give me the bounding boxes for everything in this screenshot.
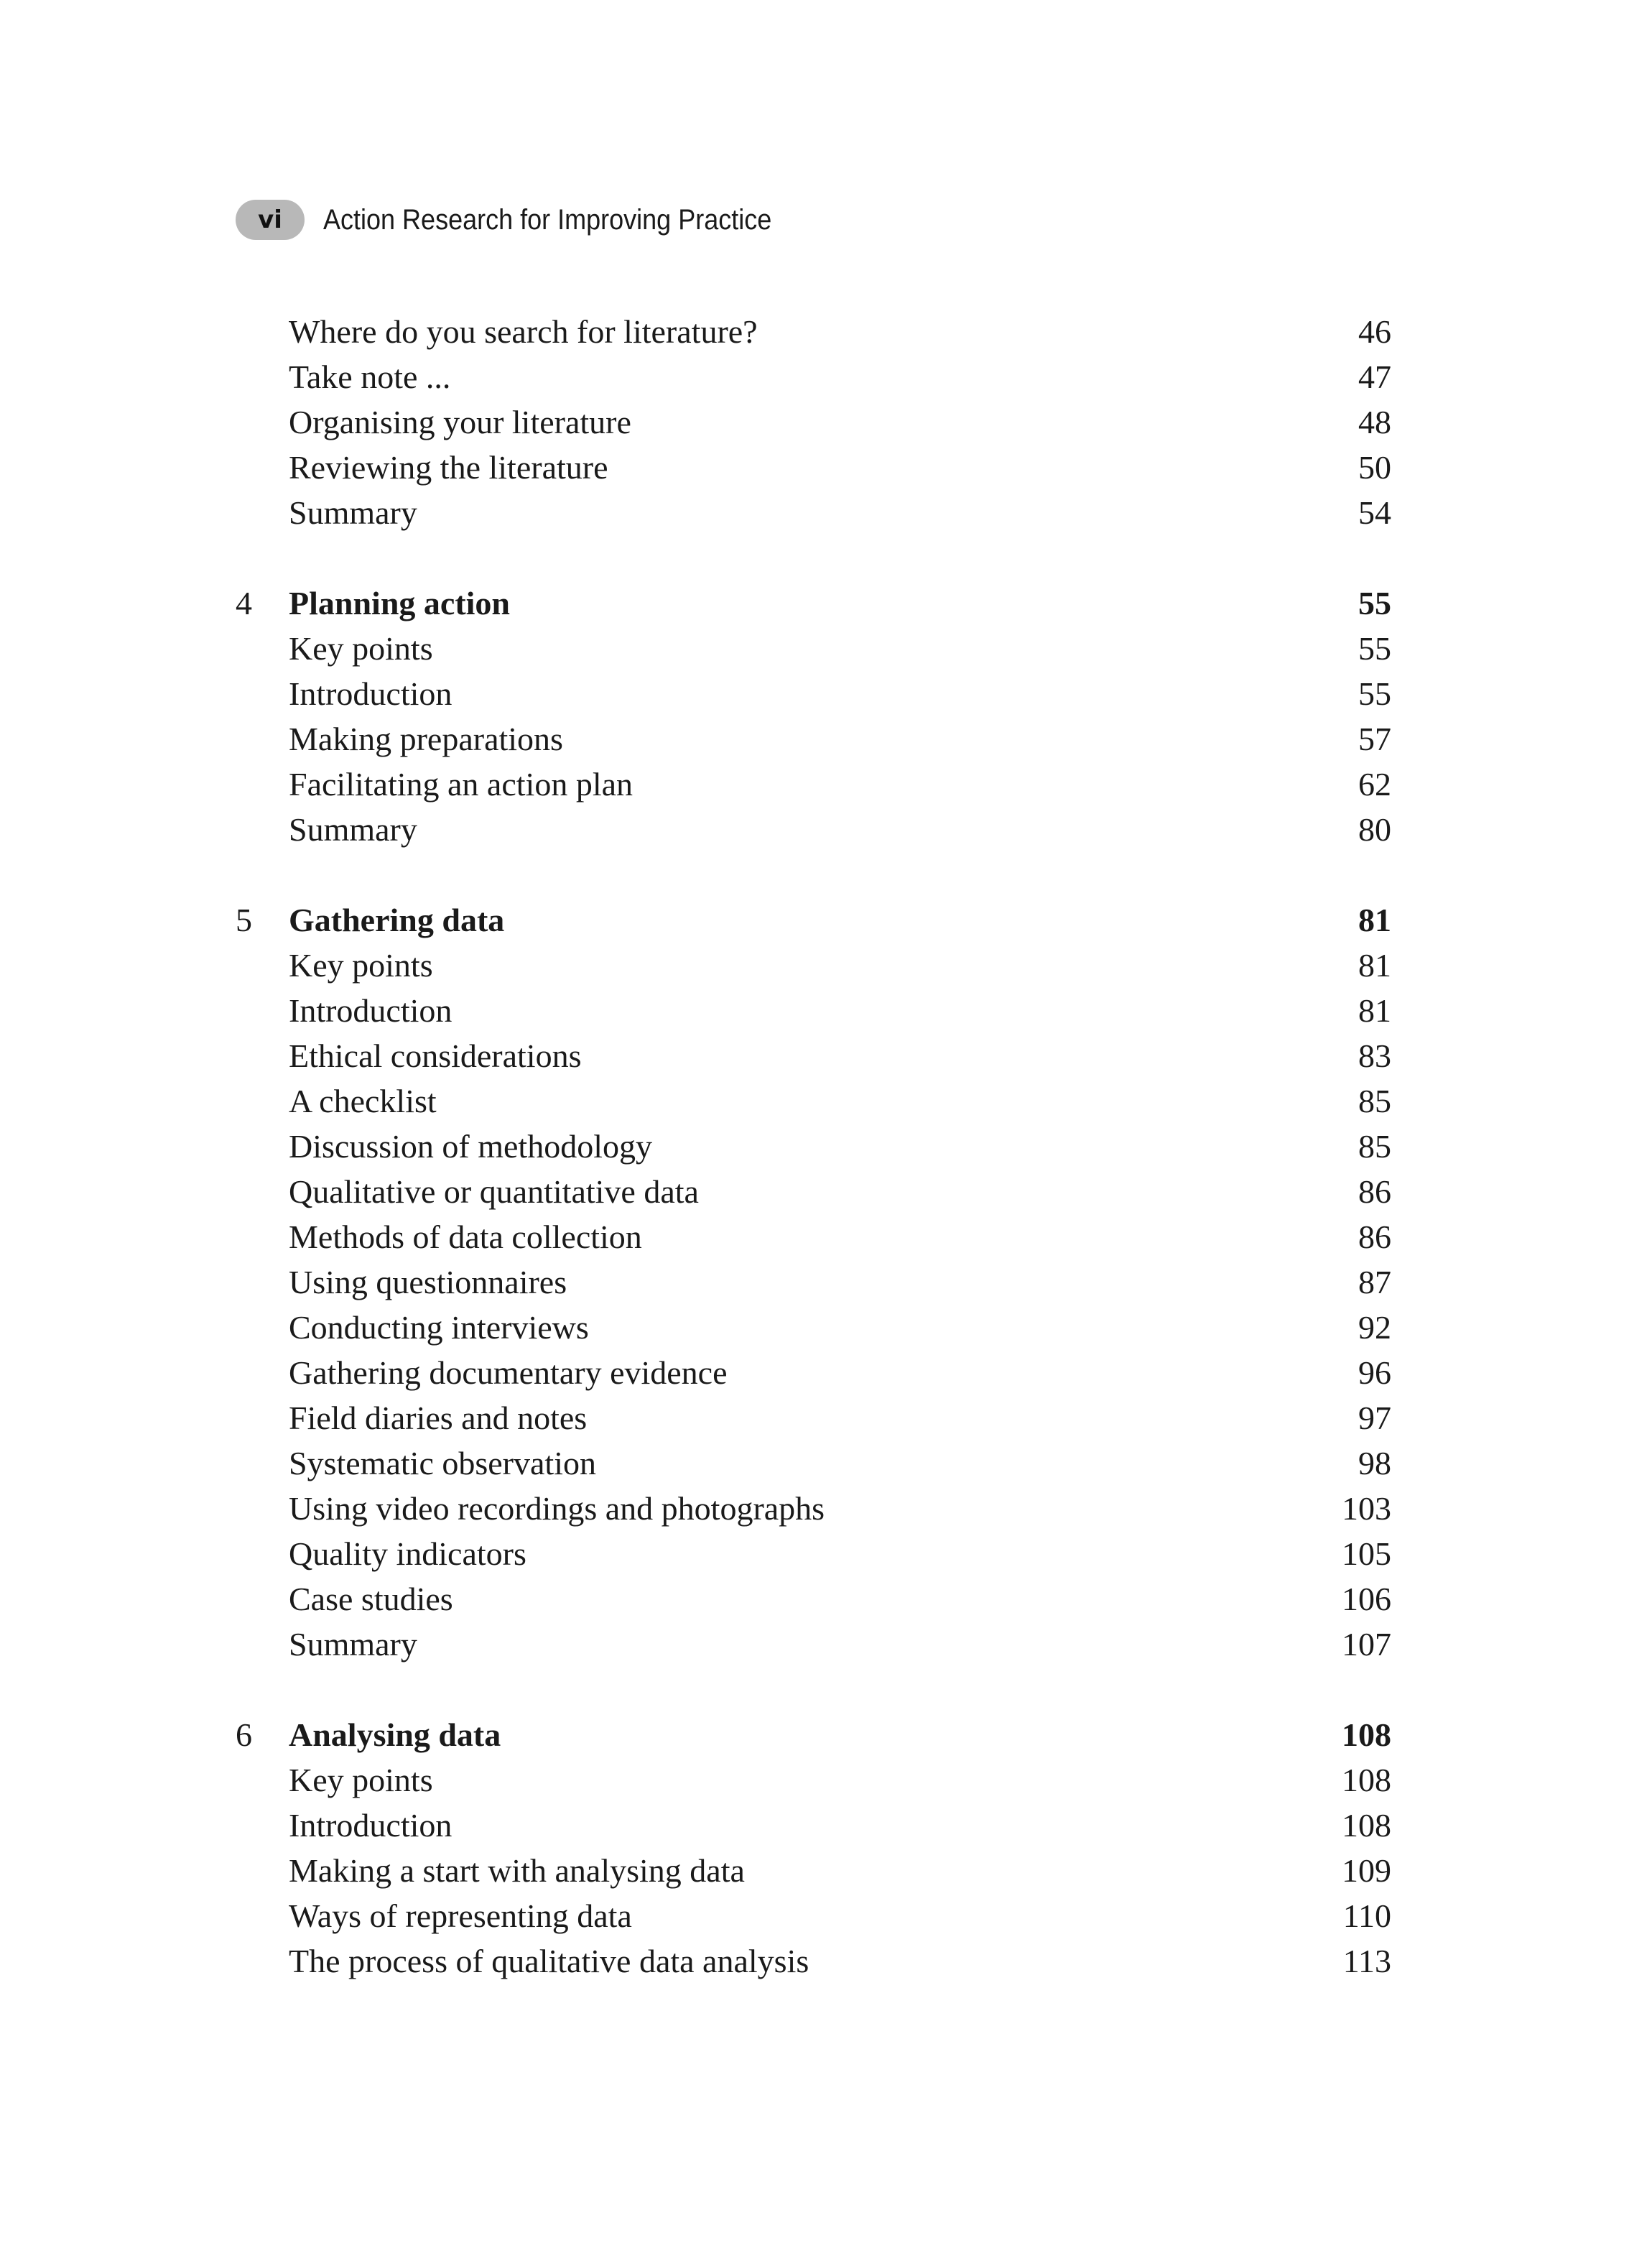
toc-entry-page: 48 <box>1358 404 1391 440</box>
toc-entry-page: 50 <box>1358 449 1391 486</box>
toc-entry-page: 92 <box>1358 1309 1391 1346</box>
toc-chapter-5[interactable] <box>0 897 1652 943</box>
toc-entry-page: 62 <box>1358 766 1391 803</box>
toc-entry-page: 87 <box>1358 1264 1391 1300</box>
toc-entry-page: 103 <box>1342 1490 1391 1527</box>
toc-entry-page: 86 <box>1358 1173 1391 1210</box>
toc-entry-label: Field diaries and notes <box>289 1400 588 1436</box>
chapter-page: 81 <box>1358 902 1391 938</box>
toc-entry-page: 81 <box>1358 992 1391 1029</box>
toc-entry[interactable] <box>0 1259 1652 1305</box>
toc-entry-page: 108 <box>1342 1762 1391 1798</box>
toc-entry[interactable] <box>0 1531 1652 1577</box>
toc-entry[interactable] <box>0 399 1652 445</box>
toc-entry[interactable] <box>0 1169 1652 1215</box>
toc-entry[interactable] <box>0 1893 1652 1939</box>
toc-entry[interactable] <box>0 309 1652 355</box>
toc-entry[interactable] <box>0 1622 1652 1668</box>
toc-entry-label: Using video recordings and photographs <box>289 1490 825 1527</box>
toc-entry-page: 83 <box>1358 1037 1391 1074</box>
toc-entry-page: 54 <box>1358 494 1391 531</box>
toc-entry-label: Discussion of methodology <box>289 1128 652 1165</box>
toc-entry-page: 81 <box>1358 947 1391 984</box>
toc-entry[interactable] <box>0 1848 1652 1894</box>
chapter-page: 55 <box>1358 585 1391 621</box>
toc-chapter-4[interactable] <box>0 581 1652 626</box>
toc-entry-label: Reviewing the literature <box>289 449 608 486</box>
toc-entry-page: 80 <box>1358 811 1391 848</box>
toc-entry-label: Organising your literature <box>289 404 631 440</box>
toc-entry-label: Quality indicators <box>289 1535 526 1572</box>
toc-entry[interactable] <box>0 762 1652 808</box>
toc-entry[interactable] <box>0 1078 1652 1124</box>
toc-entry-page: 105 <box>1342 1535 1391 1572</box>
toc-entry-page: 97 <box>1358 1400 1391 1436</box>
toc-entry-page: 110 <box>1342 1897 1391 1934</box>
toc-entry[interactable] <box>0 1576 1652 1622</box>
toc-entry-label: Ethical considerations <box>289 1037 582 1074</box>
chapter-title: Gathering data <box>289 902 505 938</box>
toc-entry[interactable] <box>0 1305 1652 1351</box>
chapter-number: 4 <box>236 585 252 621</box>
toc-entry-label: Making a start with analysing data <box>289 1852 745 1889</box>
toc-entry-label: Introduction <box>289 992 453 1029</box>
toc-entry[interactable] <box>0 1124 1652 1170</box>
running-head <box>236 200 822 240</box>
toc-entry-page: 46 <box>1358 313 1391 350</box>
chapter-number: 5 <box>236 902 252 938</box>
toc-entry-label: Using questionnaires <box>289 1264 567 1300</box>
toc-entry-label: Summary <box>289 494 417 531</box>
toc-entry[interactable] <box>0 1938 1652 1984</box>
chapter-page: 108 <box>1342 1716 1391 1753</box>
toc-entry[interactable] <box>0 1214 1652 1260</box>
toc-entry[interactable] <box>0 943 1652 989</box>
toc-entry[interactable] <box>0 354 1652 400</box>
toc-entry-page: 85 <box>1358 1128 1391 1165</box>
toc-entry[interactable] <box>0 1350 1652 1396</box>
toc-entry-label: Key points <box>289 947 433 984</box>
toc-entry-label: Summary <box>289 811 417 848</box>
toc-entry-label: Introduction <box>289 1807 453 1844</box>
chapter-title: Planning action <box>289 585 511 621</box>
chapter-number: 6 <box>236 1716 252 1753</box>
toc-entry-page: 55 <box>1358 675 1391 712</box>
toc-entry-page: 106 <box>1342 1581 1391 1617</box>
toc-chapter-6[interactable] <box>0 1712 1652 1758</box>
toc-entry-page: 85 <box>1358 1083 1391 1119</box>
toc-entry-page: 47 <box>1358 359 1391 395</box>
toc-entry[interactable] <box>0 1803 1652 1849</box>
toc-entry-page: 107 <box>1342 1626 1391 1662</box>
toc-entry-label: Case studies <box>289 1581 453 1617</box>
page-number-badge: vi <box>236 200 305 240</box>
toc-entry-label: Methods of data collection <box>289 1218 642 1255</box>
toc-entry[interactable] <box>0 716 1652 762</box>
toc-entry-page: 55 <box>1358 630 1391 667</box>
toc-entry-label: Making preparations <box>289 721 563 757</box>
toc-entry-label: Systematic observation <box>289 1445 596 1481</box>
toc-entry[interactable] <box>0 671 1652 717</box>
toc-entry[interactable] <box>0 1486 1652 1532</box>
toc-entry-page: 108 <box>1342 1807 1391 1844</box>
toc-entry-page: 96 <box>1358 1354 1391 1391</box>
toc-entry-label: Facilitating an action plan <box>289 766 634 803</box>
toc-entry-page: 109 <box>1342 1852 1391 1889</box>
toc-entry-page: 86 <box>1358 1218 1391 1255</box>
toc-entry-label: Gathering documentary evidence <box>289 1354 728 1391</box>
toc-entry-page: 113 <box>1342 1943 1391 1979</box>
toc-entry[interactable] <box>0 490 1652 536</box>
toc-entry-label: Summary <box>289 1626 417 1662</box>
toc-entry[interactable] <box>0 1033 1652 1079</box>
toc-entry[interactable] <box>0 807 1652 853</box>
toc-entry-label: Where do you search for literature? <box>289 313 758 350</box>
toc-entry-label: Ways of representing data <box>289 1897 632 1934</box>
toc-entry[interactable] <box>0 626 1652 672</box>
toc-entry-label: Conducting interviews <box>289 1309 589 1346</box>
book-title: Action Research for Improving Practice <box>323 203 772 236</box>
toc-entry[interactable] <box>0 988 1652 1034</box>
toc-entry-label: Qualitative or quantitative data <box>289 1173 699 1210</box>
toc-entry-page: 57 <box>1358 721 1391 757</box>
toc-entry-label: Key points <box>289 1762 433 1798</box>
toc-entry[interactable] <box>0 1395 1652 1441</box>
toc-entry-label: Take note ... <box>289 359 451 395</box>
toc-entry-page: 98 <box>1358 1445 1391 1481</box>
toc-entry-label: A checklist <box>289 1083 437 1119</box>
toc-entry-label: Introduction <box>289 675 453 712</box>
chapter-title: Analysing data <box>289 1716 501 1753</box>
toc-entry[interactable] <box>0 1440 1652 1486</box>
toc-entry[interactable] <box>0 1757 1652 1803</box>
toc-entry[interactable] <box>0 445 1652 491</box>
toc-entry-label: Key points <box>289 630 433 667</box>
toc-entry-label: The process of qualitative data analysis <box>289 1943 809 1979</box>
